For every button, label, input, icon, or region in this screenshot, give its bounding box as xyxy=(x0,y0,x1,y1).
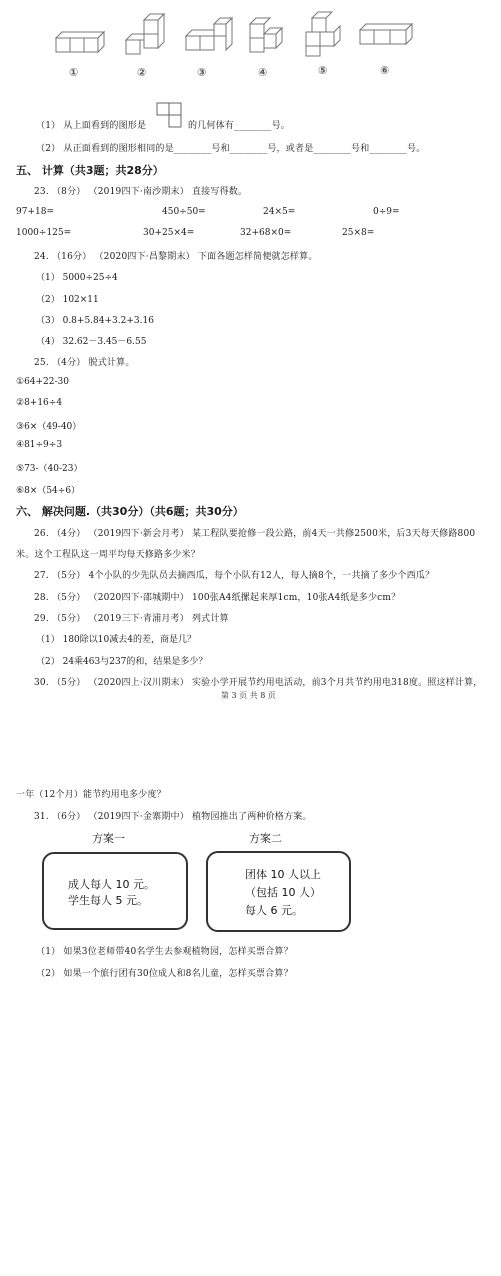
q26-line1: 26. （4分） （2019四下·新会月考） 某工程队要抢修一段公路，前4天一共修2500米，后3天每天修路800 xyxy=(34,529,476,539)
figure-2-cubes xyxy=(126,14,164,54)
q23-r2-c2: 30+25×4= xyxy=(143,228,195,238)
q23-title: 23. （8分） （2019四下·南沙期末） 直接写得数。 xyxy=(34,187,248,197)
q29-item-2: （2） 24乘463与237的和，结果是多少？ xyxy=(36,657,208,667)
plan1-line-1: 成人每人 10 元。 xyxy=(68,878,155,891)
q23-r2-c1: 1000÷125= xyxy=(16,228,72,238)
q24-item-2: （2） 102×11 xyxy=(36,295,99,305)
figure-5-cubes xyxy=(306,12,340,56)
q31-item-2: （2） 如果一个旅行团有30位成人和8名儿童，怎样买票合算？ xyxy=(36,969,293,979)
q27: 27. （5分） 4个小队的少先队员去摘西瓜，每个小队有12人，每人摘8个，一共摘了多少个西瓜？ xyxy=(34,571,435,581)
q25-item-1: ①64+22-30 xyxy=(16,377,70,387)
q26-line2: 米。这个工程队这一周平均每天修路多少米？ xyxy=(16,550,201,560)
top-view-shape xyxy=(155,101,185,131)
q29-item-1: （1） 180除以10减去4的差，商是几？ xyxy=(36,635,196,645)
q23-r1-c1: 97+18= xyxy=(16,207,54,217)
q-top-item1-prefix: （1） 从上面看到的图形是 xyxy=(36,121,147,131)
plan2-line-2: （包括 10 人） xyxy=(245,886,321,899)
figure-3-cubes xyxy=(186,18,232,50)
q24-item-3: （3） 0.8+5.84+3.2+3.16 xyxy=(36,316,154,326)
plan1-title: 方案一 xyxy=(92,832,125,845)
q25-title: 25. （4分） 脱式计算。 xyxy=(34,358,135,368)
q-top-item2: （2） 从正面看到的图形相同的是________号和________号，或者是________号和________号。 xyxy=(36,144,426,154)
q25-item-3: ③6×（49-40） xyxy=(16,422,82,432)
section5-heading: 五、 计算（共3题；共28分） xyxy=(16,164,164,177)
q29-title: 29. （5分） （2019三下·青浦月考） 列式计算 xyxy=(34,614,229,624)
q31-item-1: （1） 如果3位老师带40名学生去参观植物园，怎样买票合算？ xyxy=(36,947,293,957)
figure-label-5: ⑤ xyxy=(318,64,328,77)
page-footer: 第 3 页 共 8 页 xyxy=(221,691,276,700)
figure-label-3: ③ xyxy=(197,66,207,79)
plan1-box xyxy=(42,852,188,930)
q23-r2-c4: 25×8= xyxy=(342,228,375,238)
q30-line2: 一年（12个月）能节约用电多少度？ xyxy=(16,790,166,800)
figure-label-4: ④ xyxy=(258,66,268,79)
q24-item-1: （1） 5000÷25÷4 xyxy=(36,273,118,283)
figure-6-cubes xyxy=(360,24,412,44)
q-top-item1-suffix: 的几何体有________号。 xyxy=(188,121,291,131)
q23-r1-c2: 450÷50= xyxy=(162,207,206,217)
q25-item-5: ⑤73-（40-23） xyxy=(16,464,83,474)
q31-title: 31. （6分） （2019四下·金寨期中） 植物园推出了两种价格方案。 xyxy=(34,812,312,822)
figure-4-cubes xyxy=(250,18,282,52)
plan1-line-2: 学生每人 5 元。 xyxy=(68,894,148,907)
q23-r1-c3: 24×5= xyxy=(263,207,296,217)
q25-item-2: ②8+16÷4 xyxy=(16,398,63,408)
plan2-title: 方案二 xyxy=(249,832,282,845)
figure-label-2: ② xyxy=(137,66,147,79)
q30-line1: 30. （5分） （2020四上·汉川期末） 实验小学开展节约用电活动，前3个月共节约用电318度。照这样计算， xyxy=(34,678,483,688)
plan2-line-1: 团体 10 人以上 xyxy=(245,868,321,881)
q24-title: 24. （16分） （2020四下·昌黎期末） 下面各题怎样简便就怎样算。 xyxy=(34,252,318,262)
q23-r2-c3: 32+68×0= xyxy=(240,228,292,238)
plan2-line-3: 每人 6 元。 xyxy=(245,904,303,917)
figure-label-6: ⑥ xyxy=(380,64,390,77)
section6-heading: 六、 解决问题.（共30分）（共6题；共30分） xyxy=(16,505,244,518)
q24-item-4: （4） 32.62－3.45－6.55 xyxy=(36,337,147,347)
q23-r1-c4: 0÷9= xyxy=(373,207,400,217)
q28: 28. （5分） （2020四下·邵城期中） 100张A4纸摞起来厚1cm，10张A4纸是多少cm？ xyxy=(34,593,401,603)
q25-item-4: ④81÷9÷3 xyxy=(16,440,63,450)
figure-label-1: ① xyxy=(69,66,79,79)
q25-item-6: ⑥8×（54÷6） xyxy=(16,486,81,496)
plan2-box xyxy=(206,851,351,932)
figure-1-cubes xyxy=(56,32,104,52)
